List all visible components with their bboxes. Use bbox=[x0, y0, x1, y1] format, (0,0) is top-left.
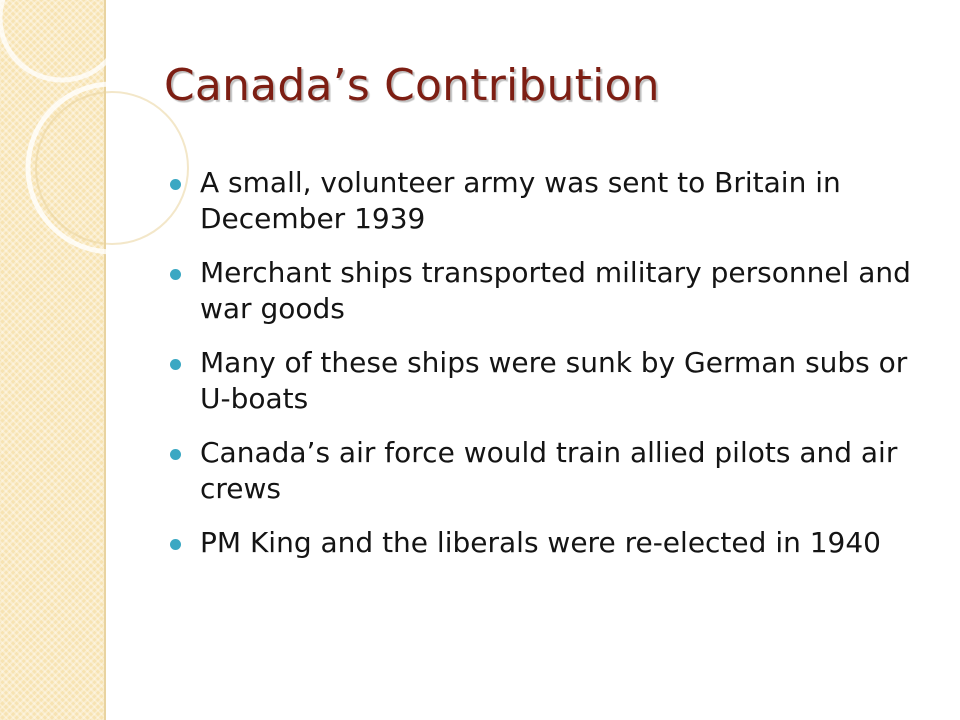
bullet-item bbox=[170, 345, 930, 417]
bullet-item bbox=[170, 525, 930, 561]
slide-title: Canada’s Contribution bbox=[164, 60, 660, 111]
bullet-marker-icon bbox=[170, 269, 181, 280]
bullet-marker-icon bbox=[170, 539, 181, 550]
bullet-text: Merchant ships transported military personnel and war goods bbox=[200, 256, 911, 325]
bullet-text: Many of these ships were sunk by German subs or U-boats bbox=[200, 346, 908, 415]
bullet-marker-icon bbox=[170, 359, 181, 370]
decorative-ring-top bbox=[0, 0, 124, 80]
bullet-item bbox=[170, 435, 930, 507]
bullet-text: PM King and the liberals were re-elected in 1940 bbox=[200, 526, 881, 559]
bullet-text: Canada’s air force would train allied pilots and air crews bbox=[200, 436, 898, 505]
bullet-item bbox=[170, 165, 930, 237]
bullet-item bbox=[170, 255, 930, 327]
bullet-text: A small, volunteer army was sent to Britain in December 1939 bbox=[200, 166, 841, 235]
bullet-marker-icon bbox=[170, 449, 181, 460]
decorative-ring-inner bbox=[36, 92, 188, 244]
bullet-marker-icon bbox=[170, 179, 181, 190]
bullet-list bbox=[170, 165, 930, 579]
